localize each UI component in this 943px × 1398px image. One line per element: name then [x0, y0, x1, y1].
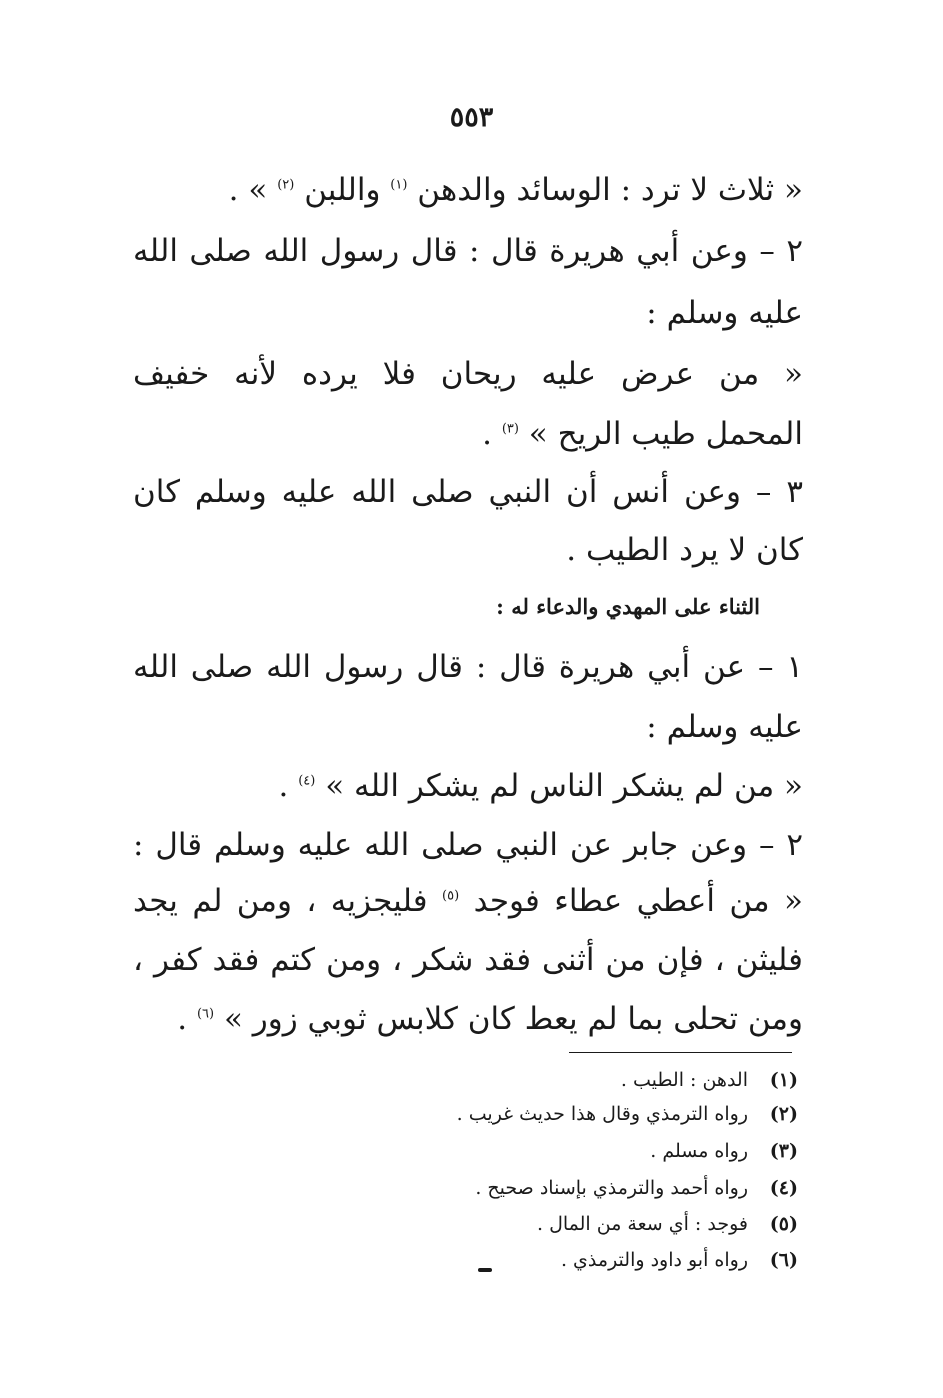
text-line: ومن تحلى بما لم يعط كان كلابس ثوبي زور » $^{(٦)}$ .: [177, 1001, 803, 1037]
text-line: ١ – عن أبي هريرة قال : قال رسول الله صلى الله: [133, 649, 803, 685]
text-line: المحمل طيب الريح » $^{(٣)}$ .: [482, 416, 803, 452]
footnote-ref: (٢): [277, 177, 295, 193]
footnote-number: (٤): [769, 1177, 798, 1199]
footnote: [198, 1242, 798, 1278]
footnote-ref: (٣): [501, 421, 519, 437]
footnote-ref: (٥): [442, 888, 460, 904]
print-mark: [478, 1268, 492, 1272]
text-line: « من لم يشكر الناس لم يشكر الله » $^{(٤)}$ .: [278, 768, 803, 804]
text-line: ٢ – وعن جابر عن النبي صلى الله عليه وسلم قال :: [133, 827, 803, 863]
text-line: ٢ – وعن أبي هريرة قال : قال رسول الله صلى الله: [133, 233, 803, 269]
text-line: كان لا يرد الطيب .: [566, 532, 803, 568]
footnote-number: (١): [769, 1069, 798, 1091]
footnote-text: رواه أحمد والترمذي بإسناد صحيح .: [475, 1177, 748, 1199]
text-line: ٣ – وعن أنس أن النبي صلى الله عليه وسلم كان: [133, 474, 803, 510]
footnote-number: (٥): [769, 1213, 798, 1235]
section-heading: الثناء على المهدي والدعاء له :: [496, 594, 760, 619]
footnote-text: الدهن : الطيب .: [620, 1069, 748, 1091]
footnote: [198, 1133, 798, 1169]
text-line: عليه وسلم :: [646, 295, 803, 331]
text-line: « ثلاث لا ترد : الوسائد والدهن $^{(١)}$ واللبن $^{(٢)}$ » .: [228, 172, 803, 208]
footnote: [198, 1170, 798, 1206]
page-number: ٥٥٣: [449, 102, 494, 133]
footnote-number: (٣): [769, 1140, 798, 1162]
footnote-ref: (٦): [196, 1006, 215, 1022]
footnote-number: (٢): [769, 1103, 798, 1125]
text-line: « من عرض عليه ريحان فلا يرده لأنه خفيف: [133, 356, 803, 392]
footnote-text: رواه مسلم .: [650, 1140, 748, 1162]
footnote: [198, 1062, 798, 1098]
footnote-ref: (٤): [298, 773, 316, 789]
footnote-text: فوجد : أي سعة من المال .: [536, 1213, 748, 1235]
footnote: [198, 1096, 798, 1132]
text-line: « من أعطي عطاء فوجد $^{(٥)}$ فليجزيه ، ومن لم يجد: [133, 883, 803, 919]
text-line: فليثن ، فإن من أثنى فقد شكر ، ومن كتم فقد كفر ،: [133, 942, 803, 978]
footnote-text: رواه الترمذي وقال هذا حديث غريب .: [456, 1103, 748, 1125]
footnote: [198, 1206, 798, 1242]
footnote-ref: (١): [390, 177, 408, 193]
footnote-number: (٦): [769, 1249, 798, 1271]
footnote-text: رواه أبو داود والترمذي .: [560, 1249, 748, 1271]
footnote-separator: [569, 1052, 792, 1053]
text-line: عليه وسلم :: [646, 709, 803, 745]
